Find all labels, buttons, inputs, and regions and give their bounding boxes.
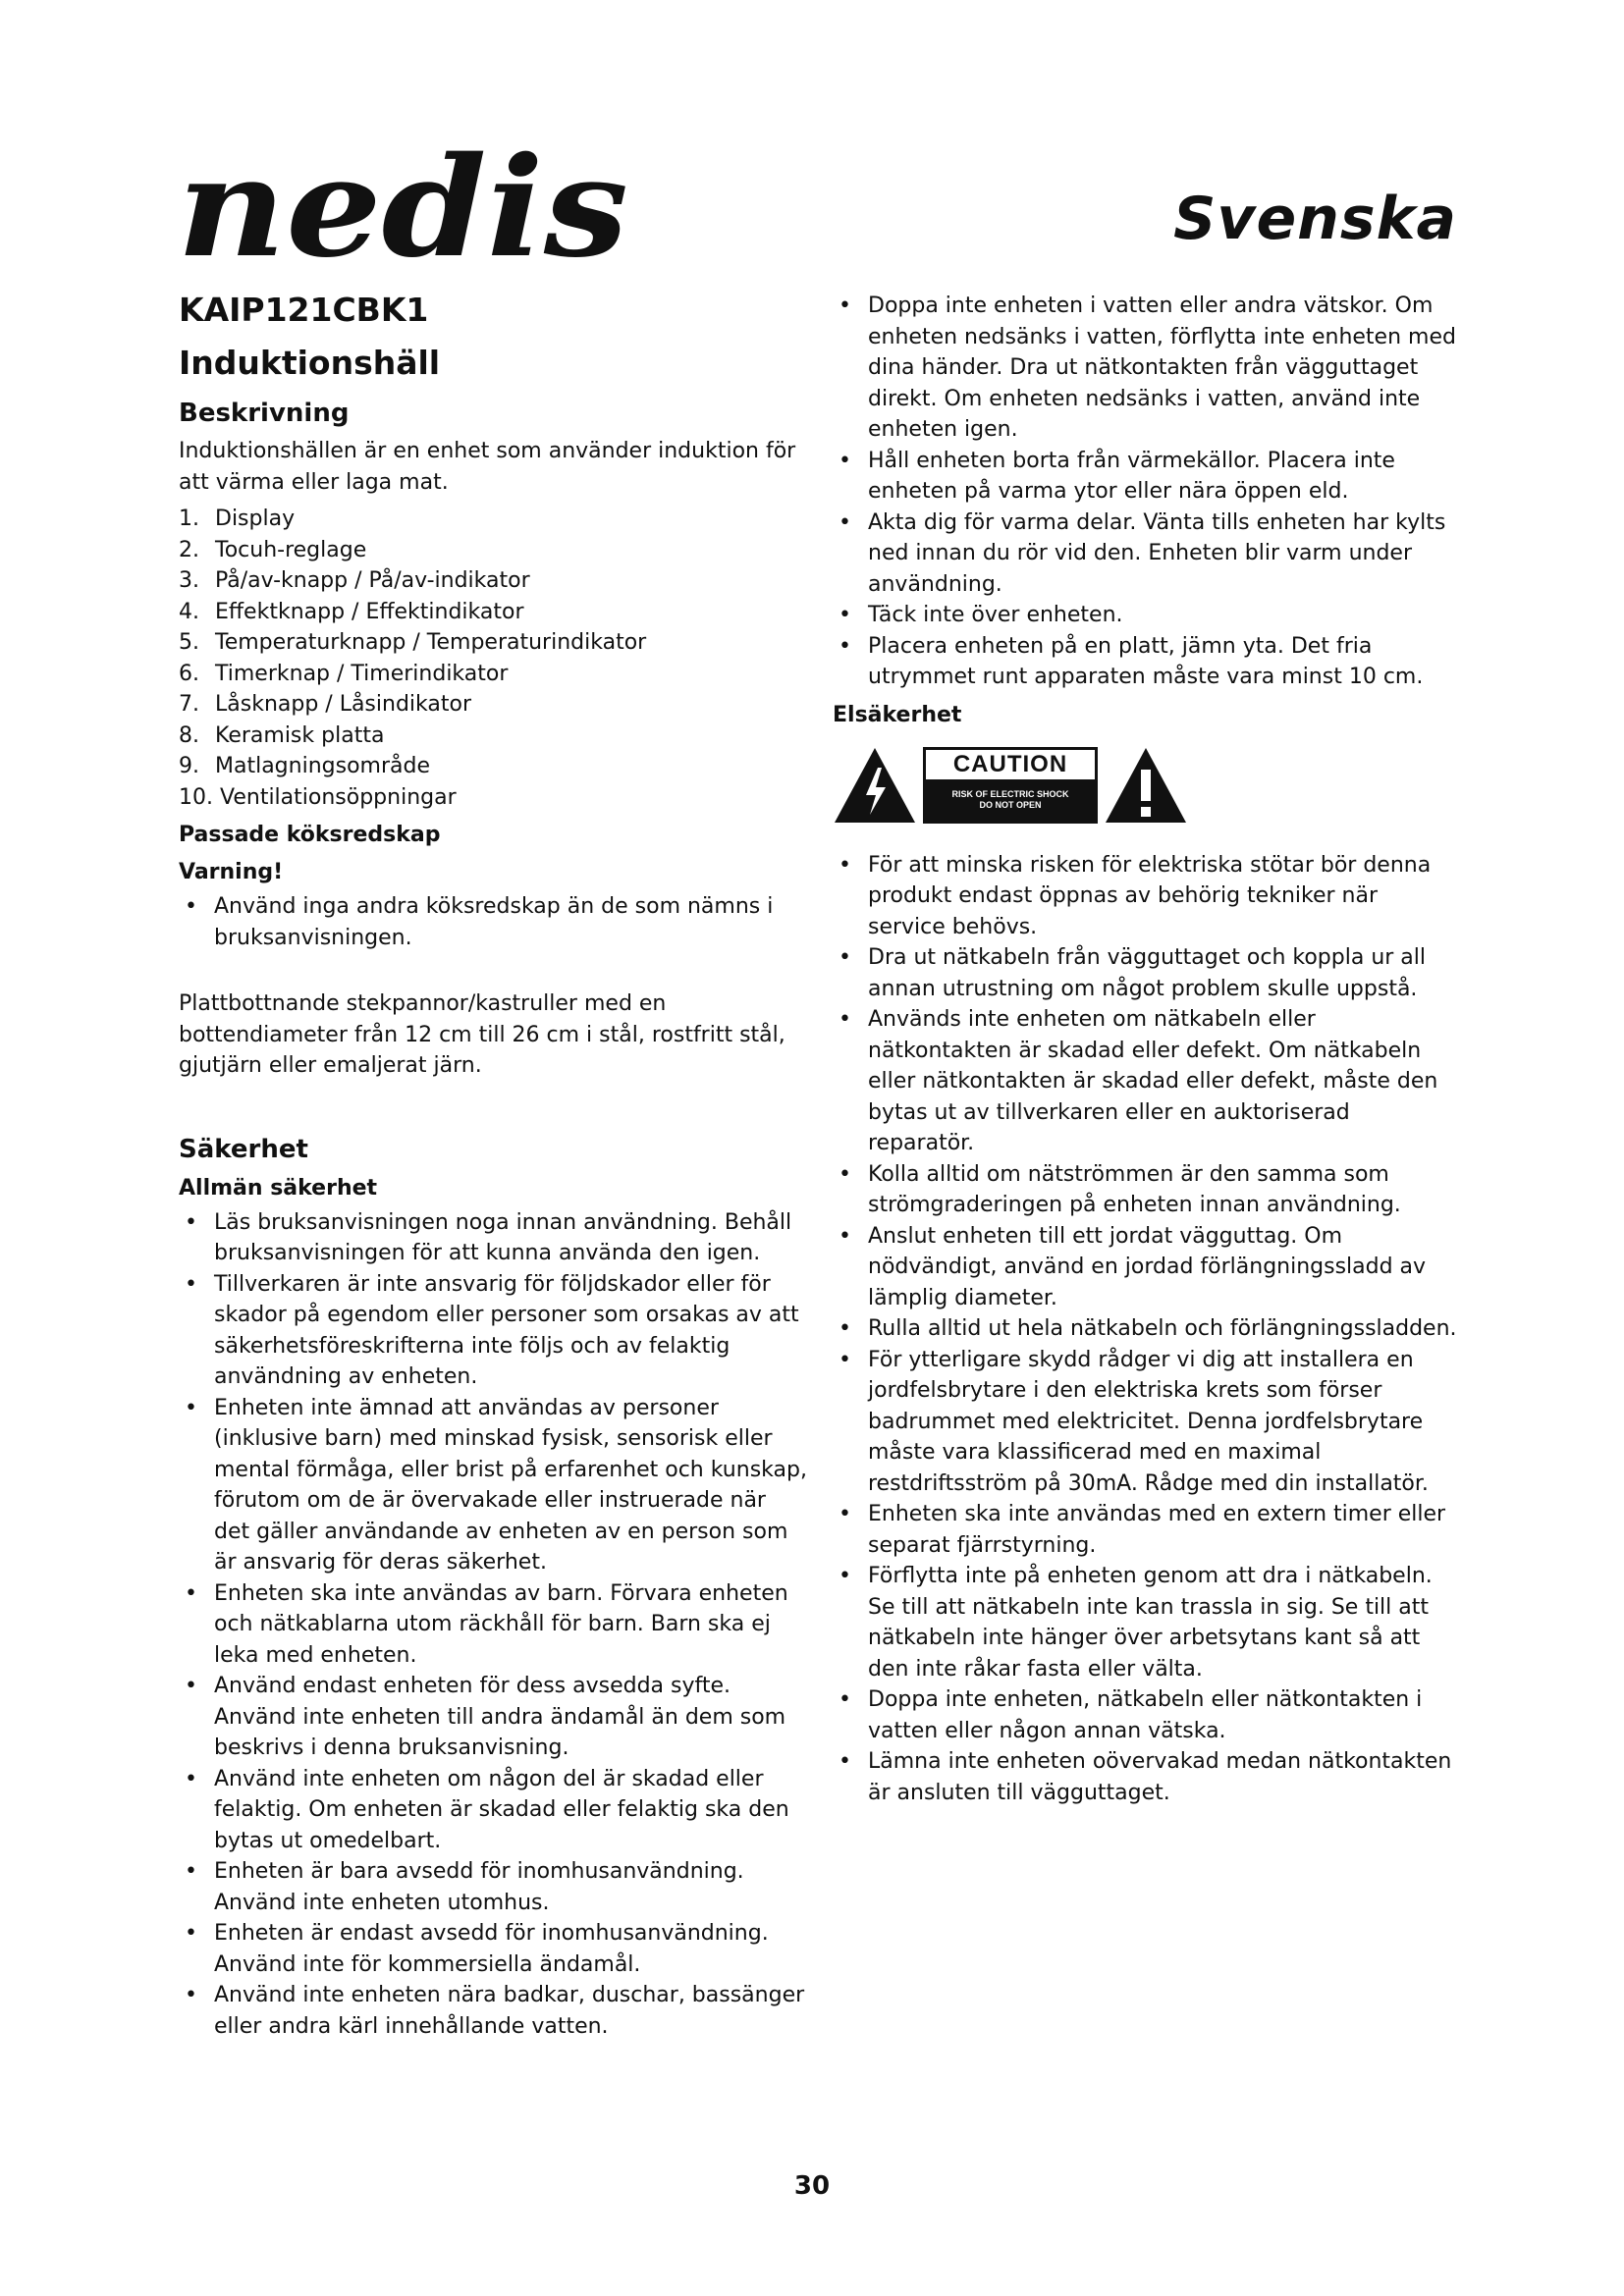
electrical-safety-item: • Lämna inte enheten oövervakad medan nätkontakten är ansluten till vägguttaget.	[833, 1746, 1461, 1808]
part-label: Temperaturknapp / Temperaturindikator	[215, 630, 647, 655]
parts-list-item	[179, 535, 807, 566]
electrical-safety-item: • Dra ut nätkabeln från vägguttaget och koppla ur all annan utrustning om något problem skulle uppstå.	[833, 942, 1461, 1004]
parts-list	[179, 504, 807, 813]
part-number: 1.	[179, 507, 199, 531]
safety-item: • Enheten inte ämnad att användas av personer (inklusive barn) med minskad fysisk, sensorisk eller mental förmåga, eller brist på erfarenhet och kunskap, förutom om de är övervakade eller instruerade när det gäller användande av enheten av en person som är ansvarig för deras säkerhet.	[179, 1393, 807, 1578]
product-title: Induktionshäll	[179, 344, 441, 382]
parts-list-item	[179, 504, 807, 535]
safety-item: • Akta dig för varma delar. Vänta tills enheten har kylts ned innan du rör vid den. Enheten blir varm under användning.	[833, 507, 1461, 601]
part-number: 5.	[179, 630, 199, 655]
safety-item: • Enheten är endast avsedd för inomhusanvändning. Använd inte för kommersiella ändamål.	[179, 1918, 807, 1980]
part-number: 6.	[179, 661, 199, 686]
language-title: Svenska	[1173, 185, 1457, 253]
electrical-safety-item: • För att minska risken för elektriska stötar bör denna produkt endast öppnas av behörig tekniker när service behövs.	[833, 850, 1461, 943]
part-label: Keramisk platta	[215, 722, 385, 748]
electrical-safety-item: • Enheten ska inte användas med en extern timer eller separat fjärrstyrning.	[833, 1499, 1461, 1561]
part-number: 2.	[179, 537, 199, 562]
electrical-safety-item: • Används inte enheten om nätkabeln eller nätkontakten är skadad eller defekt. Om nätkabeln eller nätkontakten är skadad eller defekt, måste den bytas ut av tillverkaren eller en auktoriserad reparatör.	[833, 1004, 1461, 1159]
general-safety-heading: Allmän säkerhet	[179, 1175, 378, 1201]
cookware-text: Plattbottnande stekpannor/kastruller med en bottendiameter från 12 cm till 26 cm i stål, rostfritt stål, gjutjärn eller emaljerat järn.	[179, 991, 785, 1078]
safety-item: • Läs bruksanvisningen noga innan användning. Behåll bruksanvisningen för att kunna använda den igen.	[179, 1207, 807, 1269]
parts-list-item	[179, 565, 807, 597]
parts-list-item	[179, 721, 807, 752]
nedis-logo-text: nedis	[177, 137, 628, 285]
caution-line-1: RISK OF ELECTRIC SHOCK	[951, 788, 1069, 799]
parts-list-item	[179, 689, 807, 721]
safety-heading: Säkerhet	[179, 1134, 308, 1164]
caution-line-2: DO NOT OPEN	[979, 799, 1042, 810]
part-label: Display	[215, 507, 296, 531]
nedis-logo	[177, 137, 638, 285]
electrical-safety-item: • Förflytta inte på enheten genom att dra i nätkabeln. Se till att nätkabeln inte kan trassla in sig. Se till att nätkabeln inte hänger över arbetsytans kant så att den inte råkar fasta eller välta.	[833, 1561, 1461, 1684]
part-number: 8.	[179, 722, 199, 748]
right-column	[833, 291, 1461, 1808]
electric-shock-warning-icon	[833, 746, 917, 825]
part-number: 7.	[179, 692, 199, 717]
part-number: 10.	[179, 784, 213, 810]
part-label: Timerknap / Timerindikator	[215, 661, 509, 686]
parts-list-item	[179, 659, 807, 690]
safety-item: • Enheten är bara avsedd för inomhusanvändning. Använd inte enheten utomhus.	[179, 1856, 807, 1918]
part-label: Matlagningsområde	[215, 754, 430, 778]
cookware-heading: Passade köksredskap	[179, 823, 441, 847]
electrical-safety-item: • Rulla alltid ut hela nätkabeln och förlängningssladden.	[833, 1313, 1461, 1345]
safety-item: • Doppa inte enheten i vatten eller andra vätskor. Om enheten nedsänks i vatten, förflytta inte enheten med dina händer. Dra ut nätkontakten från vägguttaget direkt. Om enheten nedsänks i vatten, använd inte enheten igen.	[833, 291, 1461, 446]
parts-list-item	[179, 782, 807, 814]
safety-item: • Använd inte enheten nära badkar, duschar, bassänger eller andra kärl innehållande vatten.	[179, 1980, 807, 2042]
electrical-safety-item: • Anslut enheten till ett jordat vägguttag. Om nödvändigt, använd en jordad förlängningssladd av lämplig diameter.	[833, 1221, 1461, 1314]
electrical-safety-item: • För ytterligare skydd rådger vi dig att installera en jordfelsbrytare i den elektriska krets som förser badrummet med elektricitet. Denna jordfelsbrytare måste vara klassificerad med en maximal restdriftsström på 30mA. Rådge med din installatör.	[833, 1345, 1461, 1500]
description-heading: Beskrivning	[179, 399, 350, 428]
general-safety-list-continued	[833, 291, 1461, 693]
exclamation-warning-icon	[1104, 746, 1188, 825]
page-number: 30	[793, 2171, 831, 2201]
warning-item: • Använd inga andra köksredskap än de som nämns i bruksanvisningen.	[179, 891, 807, 953]
part-label: Ventilationsöppningar	[220, 784, 457, 810]
part-label: På/av-knapp / På/av-indikator	[215, 568, 530, 593]
electrical-safety-item: • Kolla alltid om nätströmmen är den samma som strömgraderingen på enheten innan användning.	[833, 1159, 1461, 1221]
warning-heading: Varning!	[179, 860, 284, 884]
parts-list-item	[179, 597, 807, 628]
electrical-safety-heading: Elsäkerhet	[833, 702, 962, 727]
part-label: Låsknapp / Låsindikator	[215, 692, 471, 717]
electrical-safety-list	[833, 850, 1461, 1809]
caution-title: CAUTION	[952, 750, 1068, 777]
part-number: 9.	[179, 754, 199, 778]
description-text: Induktionshällen är en enhet som använder induktion för att värma eller laga mat.	[179, 439, 796, 495]
part-label: Tocuh-reglage	[215, 537, 367, 562]
safety-item: • Placera enheten på en platt, jämn yta. Det fria utrymmet runt apparaten måste vara minst 10 cm.	[833, 631, 1461, 693]
part-number: 3.	[179, 568, 199, 593]
safety-item: • Håll enheten borta från värmekällor. Placera inte enheten på varma ytor eller nära öppen eld.	[833, 446, 1461, 507]
caution-subtext	[926, 779, 1095, 821]
part-label: Effektknapp / Effektindikator	[215, 599, 524, 624]
caution-label	[833, 746, 1461, 825]
left-column	[179, 291, 807, 2042]
safety-item: • Använd inte enheten om någon del är skadad eller felaktig. Om enheten är skadad eller felaktig ska den bytas ut omedelbart.	[179, 1764, 807, 1857]
caution-box	[923, 747, 1098, 824]
electrical-safety-item: • Doppa inte enheten, nätkabeln eller nätkontakten i vatten eller någon annan vätska.	[833, 1684, 1461, 1746]
model-number: KAIP121CBK1	[179, 291, 429, 329]
safety-item: • Täck inte över enheten.	[833, 600, 1461, 631]
safety-item: • Enheten ska inte användas av barn. Förvara enheten och nätkablarna utom räckhåll för barn. Barn ska ej leka med enheten.	[179, 1578, 807, 1672]
safety-item: • Använd endast enheten för dess avsedda syfte. Använd inte enheten till andra ändamål än dem som beskrivs i denna bruksanvisning.	[179, 1671, 807, 1764]
safety-item: • Tillverkaren är inte ansvarig för följdskador eller för skador på egendom eller personer som orsakas av att säkerhetsföreskrifterna inte följs och av felaktig användning av enheten.	[179, 1269, 807, 1393]
parts-list-item	[179, 751, 807, 782]
warning-list	[179, 891, 807, 953]
parts-list-item	[179, 627, 807, 659]
general-safety-list	[179, 1207, 807, 2043]
part-number: 4.	[179, 599, 199, 624]
